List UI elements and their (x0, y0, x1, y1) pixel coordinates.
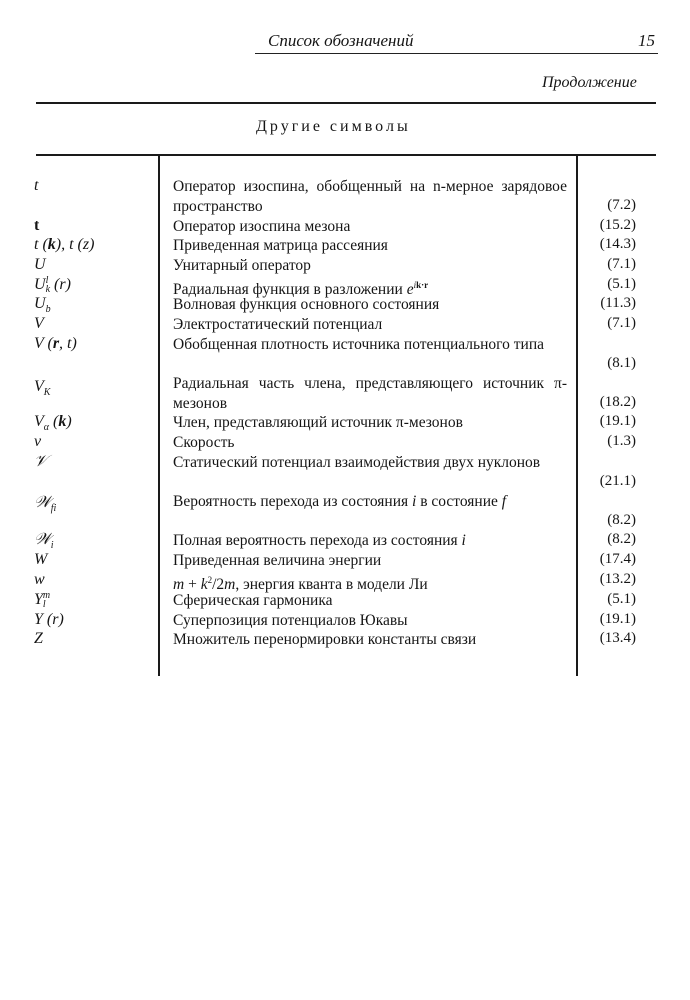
symbol: Y m l (34, 590, 51, 611)
equation-ref: (19.1) (599, 413, 636, 429)
equation-ref: (7.1) (607, 256, 636, 272)
symbol: U l k (r) (34, 275, 71, 296)
description: Приведенная величина энергии (173, 552, 382, 569)
symbol: 𝒱 (34, 453, 48, 470)
symbol: t (34, 217, 40, 234)
equation-ref: (8.2) (607, 531, 636, 547)
equation-ref: (7.1) (607, 315, 636, 331)
page-number: 15 (638, 31, 655, 50)
description: $m + k^2/2m$, энергия кванта в модели Ли (173, 575, 428, 594)
symbol: t (k), t (z) (34, 236, 95, 253)
equation-ref: (14.3) (599, 236, 636, 252)
equation-ref: (11.3) (600, 295, 636, 311)
equation-ref: (17.4) (599, 551, 636, 567)
section-rule (36, 154, 656, 156)
description: Член, представляющий источник π-мезонов (173, 414, 463, 431)
equation-ref: (15.2) (599, 217, 636, 233)
symbol: 𝒲$_i$ (34, 531, 54, 552)
top-table-rule (36, 102, 656, 104)
description: Электростатический потенциал (173, 316, 383, 333)
symbol: t (34, 177, 39, 194)
description: Скорость (173, 434, 235, 451)
symbol: U (34, 256, 46, 273)
equation-ref: (5.1) (607, 591, 636, 607)
symbol: $V_\alpha$ (k) (34, 413, 72, 434)
symbol: W (34, 551, 48, 568)
equation-ref: (18.2) (599, 394, 636, 410)
description: Волновая функция основного состояния (173, 296, 440, 313)
description: Унитарный оператор (173, 257, 311, 274)
column-divider-right (576, 156, 578, 676)
equation-ref: (13.4) (599, 630, 636, 646)
description: Сферическая гармоника (173, 592, 333, 609)
equation-ref: (5.1) (607, 276, 636, 292)
description: Полная вероятность перехода из состояния i (173, 532, 466, 549)
description: Статический потенциал взаимодействия двух нуклонов (173, 454, 541, 471)
equation-ref: (19.1) (599, 611, 636, 627)
description: Радиальная функция в разложении $e^{ik\cdot r}$ (173, 280, 429, 299)
description: Оператор изоспина мезона (173, 218, 351, 235)
description: Приведенная матрица рассеяния (173, 237, 388, 254)
equation-ref: (7.2) (607, 197, 636, 213)
equation-ref: (8.1) (607, 355, 636, 371)
continuation-label: Продолжение (542, 74, 637, 91)
symbol: $V_K$ (34, 378, 51, 399)
symbol: V (34, 315, 44, 332)
section-title: Другие символы (256, 118, 411, 135)
description: Оператор изоспина, обобщенный на n-мерное зарядовое пространство (173, 178, 567, 215)
equation-ref: (1.3) (607, 433, 636, 449)
description: Вероятность перехода из состояния i в состояние f (173, 493, 507, 510)
description: Суперпозиция потенциалов Юкавы (173, 612, 408, 629)
description: Множитель перенормировки константы связи (173, 631, 477, 648)
symbol: Y (r) (34, 611, 64, 628)
symbol: v (34, 433, 42, 450)
running-header-title: Список обозначений (268, 31, 414, 50)
symbol: Z (34, 630, 43, 647)
equation-ref: (8.2) (607, 512, 636, 528)
symbol: w (34, 571, 45, 588)
equation-ref: (13.2) (599, 571, 636, 587)
symbol: V (r, t) (34, 335, 77, 352)
header-rule (255, 53, 658, 54)
column-divider-left (158, 156, 160, 676)
equation-ref: (21.1) (599, 473, 636, 489)
description: Обобщенная плотность источника потенциального типа (173, 336, 544, 353)
symbol: $U_b$ (34, 295, 51, 316)
description: Радиальная часть члена, представляющего источник π-мезонов (173, 375, 567, 412)
symbol: 𝒲$_{fi}$ (34, 494, 57, 515)
